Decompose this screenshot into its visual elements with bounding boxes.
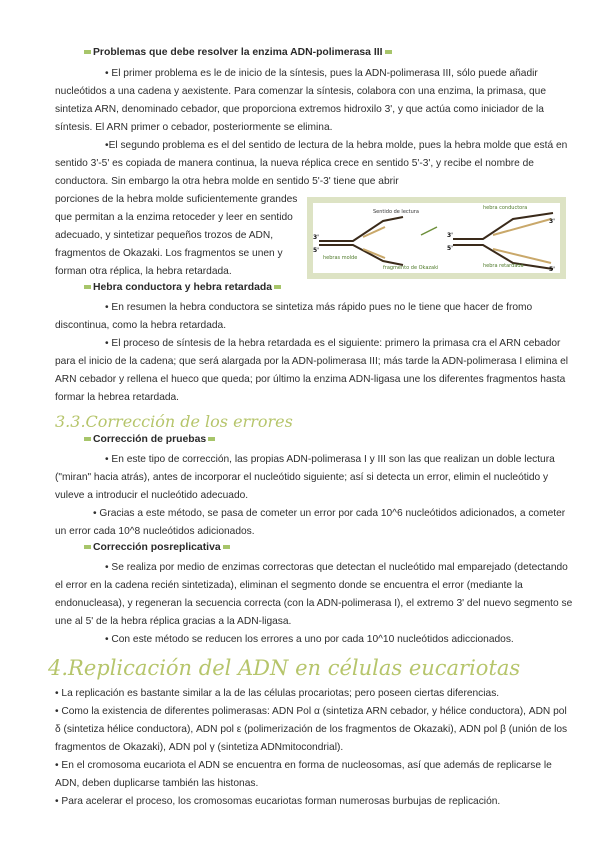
replication-diagram — [313, 203, 560, 273]
paragraph-posrep-1-text: • Se realiza por medio de enzimas correctoras que detectan el nucleótido mal emparejado (detectando el error en la cadena recién sintetizada), eliminan el segmento donde se encuentra el error (mediante la endonucleasa), y regeneran la secuencia correcta (con la ADN-polimerasa I), el extremo 3' del nuevo segmento se une al 5' de la hebra réplica gracias a la ADN-ligasa. — [55, 562, 573, 627]
paragraph-pruebas-1 — [55, 451, 573, 505]
replication-fork-figure — [307, 197, 566, 279]
fork1-strand-top — [319, 217, 403, 241]
label-fragmentos: fragmento de Okazaki — [383, 265, 439, 271]
paragraph-euc-3-text: • En el cromosoma eucariota el ADN se encuentra en forma de nucleosomas, así que además de replicarse le ADN, deben duplicarse también las histonas. — [55, 760, 552, 789]
paragraph-hebra-2 — [55, 335, 573, 407]
heading-dash-right — [274, 285, 281, 289]
heading-hebra — [82, 282, 283, 293]
section-4-title: 4.Replicación del ADN en células eucariotas — [48, 656, 521, 680]
paragraph-euc-2-text: • Como la existencia de diferentes polimerasas: ADN Pol α (sintetiza ARN cebador, y hélice conductora), ADN pol δ (sintetiza hélice conductora), ADN pol ε (polimerización de los fragmentos de Okazaki), ADN pol β (unión de los fragmentos de Okazaki), ADN pol γ (sintetiza ADNmitocondrial). — [55, 706, 568, 753]
paragraph-problema-2a — [55, 137, 573, 191]
label-3prime-b: 3' — [447, 232, 454, 239]
paragraph-posrep-2-text: • Con este método se reducen los errores a uno por cada 10^10 nucleótidos adiccionados. — [105, 634, 514, 645]
paragraph-euc-2 — [55, 703, 573, 757]
paragraph-euc-1-text: • La replicación es bastante similar a la de las células procariotas; pero poseen ciertas diferencias. — [55, 688, 500, 699]
paragraph-euc-3 — [55, 757, 573, 793]
heading-dash-right — [385, 50, 392, 54]
label-5prime-a: 5' — [313, 247, 320, 254]
label-3prime-c: 3' — [549, 218, 556, 225]
heading-dash-left — [84, 50, 91, 54]
heading-dash-left — [84, 285, 91, 289]
heading-dash-right — [223, 545, 230, 549]
paragraph-problema-1 — [55, 65, 573, 137]
paragraph-euc-4 — [55, 793, 573, 811]
paragraph-pruebas-1-text: • En este tipo de corrección, las propias ADN-polimerasa I y III son las que realizan un doble lectura ("miran" hacia atrás), antes de incorporar el nucleótido siguiente; así si detecta un error, elimin el nucleótido y vuleve a introducir el nucleótido adecuado. — [55, 454, 555, 501]
heading-dash-right — [208, 437, 215, 441]
label-5prime-b: 5' — [447, 245, 454, 252]
paragraph-problema-2a-text: •El segundo problema es el del sentido de lectura de la hebra molde, pues la hebra molde que está en sentido 3'-5' es copiada de manera continua, la nueva réplica crece en sentido 5'-3', y recibe el nombre de conductora. Sin embargo la otra hebra molde en sentido 5'-3' tiene que abrir — [55, 140, 568, 187]
paragraph-euc-1 — [55, 685, 573, 703]
heading-dash-left — [84, 437, 91, 441]
paragraph-pruebas-2-text: • Gracias a este método, se pasa de cometer un error por cada 10^6 nucleótidos adicionados, a cometer un error cada 10^8 nucleótidos adicionados. — [55, 508, 566, 537]
arrow-1 — [421, 227, 437, 235]
label-sentido: Sentido de lectura — [373, 209, 419, 215]
label-3prime-a: 3' — [313, 234, 320, 241]
section-3-3-title: 3.3.Corrección de los errores — [55, 412, 293, 431]
heading-pruebas-text: Corrección de pruebas — [93, 434, 207, 445]
figure-canvas — [313, 203, 560, 273]
paragraph-problema-2b — [55, 191, 303, 281]
paragraph-posrep-2 — [55, 631, 573, 649]
heading-posreplicativa — [82, 542, 232, 553]
paragraph-posrep-1 — [55, 559, 573, 631]
paragraph-problema-2b-text: porciones de la hebra molde suficientemente grandes que permitan a la enzima retoceder y leer en sentido adecuado, y sintetizar pequeños trozos de ADN, fragmentos de Okazaki. Los fragmentos se unen y forman otra réplica, la hebra retardada. — [55, 194, 298, 277]
paragraph-euc-4-text: • Para acelerar el proceso, los cromosomas eucariotas forman numerosas burbujas de replicación. — [55, 796, 501, 807]
heading-problemas-text: Problemas que debe resolver la enzima ADN-polimerasa III — [93, 47, 383, 58]
paragraph-problema-1-text: • El primer problema es le de inicio de la síntesis, pues la ADN-polimerasa III, sólo puede añadir nucleótidos a una cadena y aexistente. Para comenzar la síntesis, colabora con una enzima, la primasa, que sintetiza ARN, denominado cebador, que proporciona extremos hidroxilo 3', y que actúa como iniciador de la síntesis. El ARN primer o cebador, posteriormente se elimina. — [55, 68, 546, 133]
heading-pruebas — [82, 434, 217, 445]
paragraph-hebra-1-text: • En resumen la hebra conductora se sintetiza más rápido pues no le tiene que hacer de fromo discontinua, como la hebra retardada. — [55, 302, 533, 331]
paragraph-hebra-2-text: • El proceso de síntesis de la hebra retardada es el siguiente: primero la primasa cra el ARN cebador para el inicio de la cadena; que será alargada por la ADN-polimerasa III; más tarde la ADN-polimerasa I elimina el ARN cebador y rellena el hueco que queda; por último la enzima ADN-ligasa une los diferentes fragmentos hasta formar la hebrea retardada. — [55, 338, 569, 403]
heading-posreplicativa-text: Corrección posreplicativa — [93, 542, 221, 553]
label-retardada: hebra retardada — [483, 263, 524, 269]
label-5prime-c: 5' — [549, 266, 556, 273]
paragraph-pruebas-2 — [55, 505, 573, 541]
heading-problemas — [82, 47, 394, 58]
paragraph-hebra-1 — [55, 299, 573, 335]
label-hebras-molde: hebras molde — [323, 255, 358, 261]
fork2-strand-top — [453, 213, 556, 239]
heading-hebra-text: Hebra conductora y hebra retardada — [93, 282, 273, 293]
heading-dash-left — [84, 545, 91, 549]
label-conductora: hebra conductora — [483, 205, 528, 211]
